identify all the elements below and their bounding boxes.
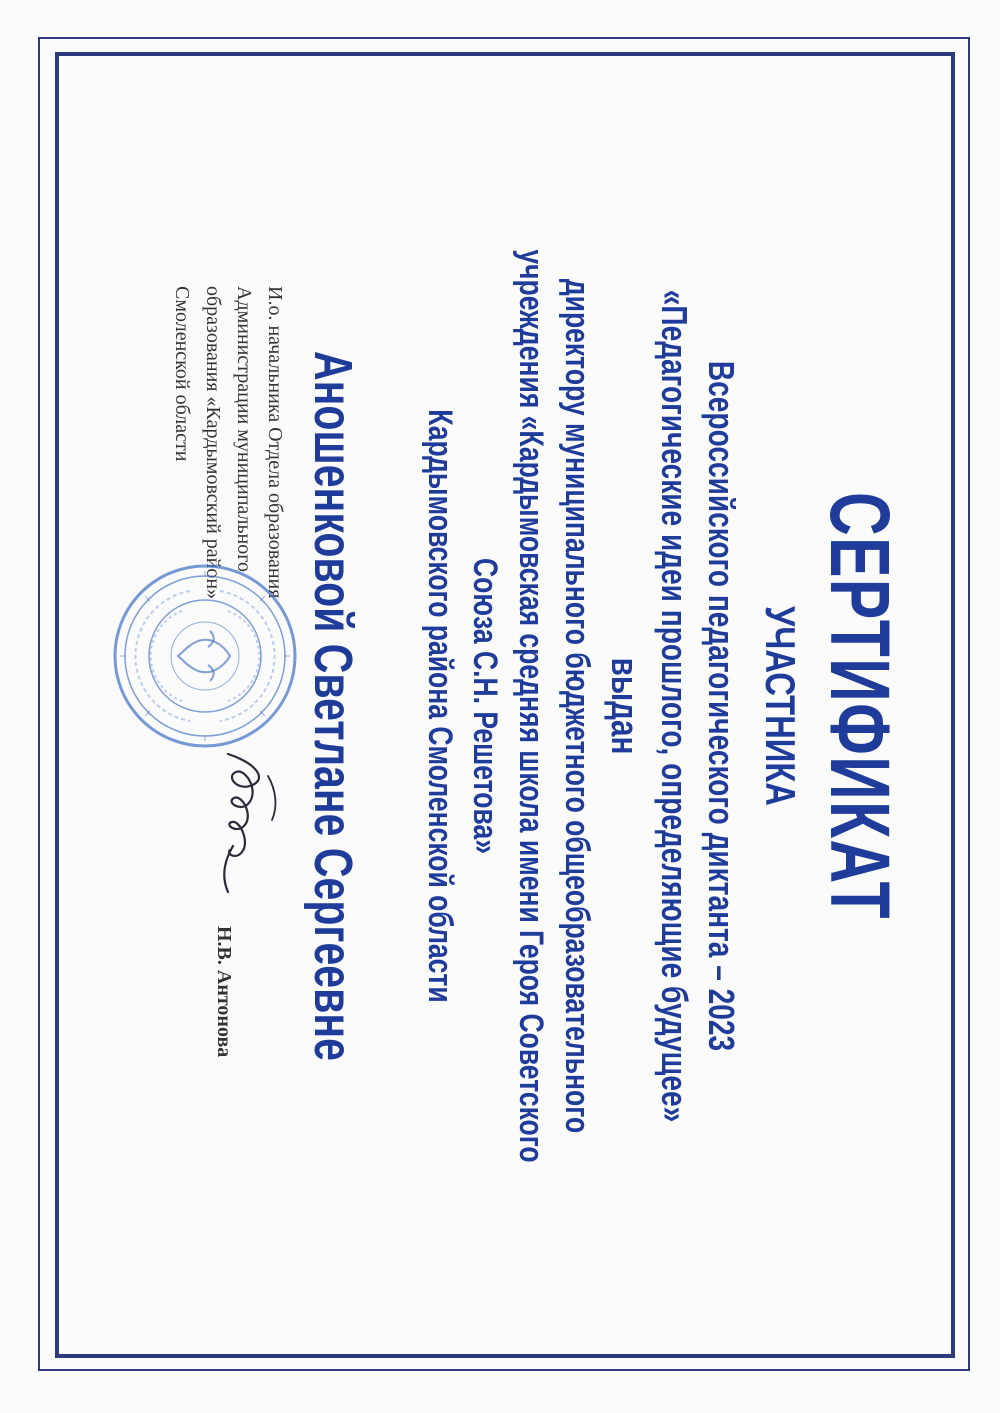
round-seal-stamp [110, 561, 300, 751]
signatory-position-line-2: Администрации муниципального [233, 286, 255, 572]
recipient-line-2: учреждения «Кардымовская средняя школа имени Героя Советского [512, 249, 550, 1163]
recipient-line-1: директору муниципального бюджетного общеобразовательного [558, 278, 596, 1134]
certificate-title: СЕРТИФИКАТ [813, 492, 907, 920]
signatory-position-line-3: образования «Кардымовский район» [202, 286, 224, 600]
issued-label: выдан [603, 657, 645, 755]
signatory-name: Н.В. Антонова [213, 926, 235, 1058]
signatory-position [166, 286, 290, 600]
event-line-2: «Педагогические идеи прошлого, определяющие будущее» [654, 289, 695, 1123]
signatory-position-line-4: Смоленской области [171, 286, 193, 462]
event-line-1: Всероссийского педагогического диктанта – 2023 [701, 360, 742, 1052]
signatory-position-line-1: И.о. начальника Отдела образования [264, 286, 286, 599]
handwritten-signature [198, 746, 288, 896]
recipient-name: Аношенковой Светлане Сергеевне [303, 351, 363, 1061]
certificate-body [70, 106, 930, 1306]
recipient-line-3: Союза С.Н. Решетова» [466, 558, 504, 854]
recipient-line-4: Кардымовского района Смоленской области [421, 409, 459, 1003]
certificate-subtitle: УЧАСТНИКА [757, 606, 804, 806]
